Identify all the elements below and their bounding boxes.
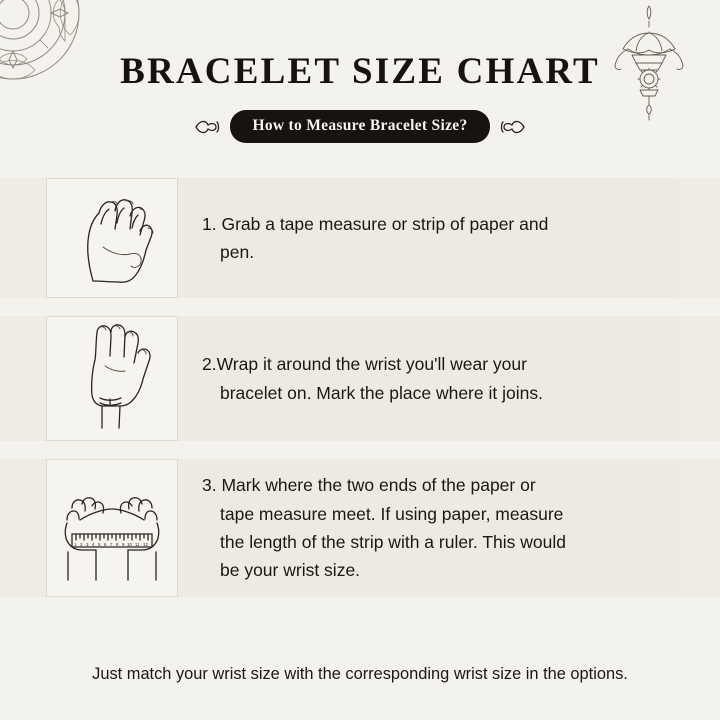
svg-text:8: 8 [116, 542, 119, 547]
svg-text:1: 1 [74, 542, 77, 547]
ruler-measure-icon [50, 468, 174, 588]
svg-text:3: 3 [86, 542, 89, 547]
page-title: BRACELET SIZE CHART [120, 51, 600, 92]
step-2-line-1: 2.Wrap it around the wrist you'll wear your [202, 354, 527, 375]
step-3 [0, 459, 720, 597]
svg-text:4: 4 [92, 542, 95, 547]
leaf-flourish-left-icon [194, 116, 220, 138]
step-3-line-2: tape measure meet. If using paper, measure [220, 503, 564, 524]
subtitle-pill: How to Measure Bracelet Size? [230, 110, 489, 143]
step-1-text [202, 210, 548, 267]
step-2-text [202, 350, 543, 407]
svg-text:6: 6 [104, 542, 107, 547]
svg-text:5: 5 [98, 542, 101, 547]
step-1-illustration [46, 178, 178, 298]
svg-text:10: 10 [127, 542, 132, 547]
step-2 [0, 316, 720, 441]
step-3-line-4: be your wrist size. [220, 560, 361, 581]
step-3-line-3: the length of the strip with a ruler. This would [220, 532, 566, 552]
svg-text:12: 12 [143, 542, 148, 547]
svg-text:9: 9 [122, 542, 125, 547]
step-3-line-1: 3. Mark where the two ends of the paper or [202, 475, 536, 496]
step-1-line-2: pen. [220, 242, 255, 262]
step-3-text [202, 471, 566, 584]
svg-text:2: 2 [80, 542, 83, 547]
footer-note: Just match your wrist size with the corresponding wrist size in the options. [92, 665, 628, 683]
step-3-illustration [46, 459, 178, 597]
steps-list [0, 178, 720, 615]
hand-wrapped-tape-icon [53, 323, 171, 435]
step-1-line-1: 1. Grab a tape measure or strip of paper and [202, 213, 549, 234]
step-2-line-2: bracelet on. Mark the place where it joins. [220, 382, 543, 403]
step-2-illustration [46, 316, 178, 441]
step-1 [0, 178, 720, 298]
svg-text:7: 7 [110, 542, 113, 547]
svg-text:11: 11 [135, 542, 140, 547]
leaf-flourish-right-icon [500, 116, 526, 138]
subtitle-row [0, 110, 720, 143]
closed-fist-icon [53, 185, 171, 291]
